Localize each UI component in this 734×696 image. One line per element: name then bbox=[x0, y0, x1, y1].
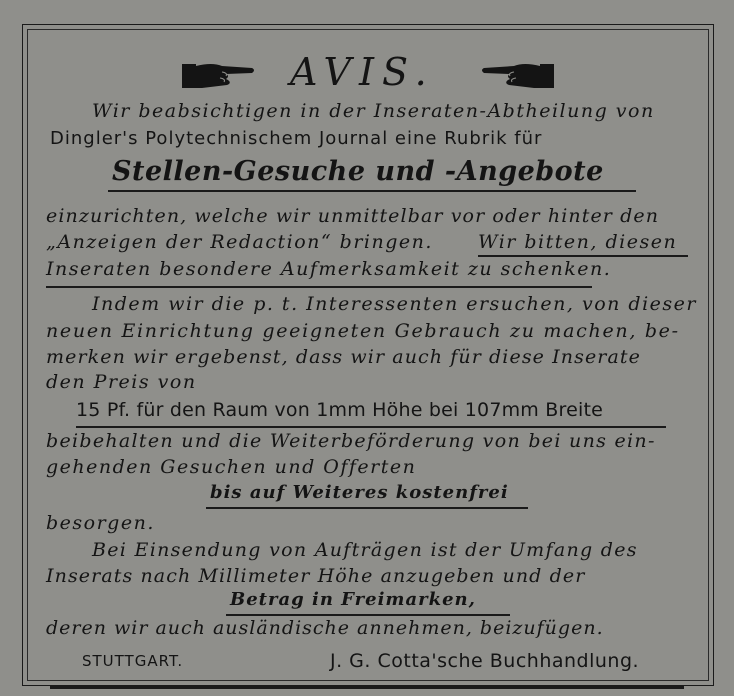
text-line: gehenden Gesuchen und Offerten bbox=[46, 456, 417, 478]
text-line: einzurichten, welche wir unmittelbar vor oder hinter den bbox=[46, 205, 660, 227]
price-line: 15 Pf. für den Raum von 1mm Höhe bei 107mm Breite bbox=[76, 399, 603, 421]
footer-city: STUTTGART. bbox=[82, 652, 184, 670]
free-line: bis auf Weiteres kostenfrei bbox=[210, 482, 509, 503]
text-line: besorgen. bbox=[46, 512, 155, 534]
amount-underline bbox=[226, 614, 510, 616]
text-line: merken wir ergebenst, dass wir auch für diese Inserate bbox=[46, 346, 641, 368]
emphasis-underline bbox=[478, 255, 688, 257]
text-line: Dingler's Polytechnischem Journal eine Rubrik für bbox=[50, 128, 543, 149]
emphasis-underline bbox=[46, 286, 592, 288]
text-line: Inseraten besondere Aufmerksamkeit zu schenken. bbox=[46, 258, 612, 280]
text-line: „Anzeigen der Redaction“ bringen. bbox=[46, 231, 433, 253]
text-line: den Preis von bbox=[46, 371, 197, 393]
section-heading: Stellen-Gesuche und -Angebote bbox=[112, 156, 604, 187]
text-line: neuen Einrichtung geeigneten Gebrauch zu machen, be- bbox=[46, 320, 680, 342]
pointing-hand-left-icon bbox=[478, 58, 554, 92]
bottom-rule bbox=[50, 686, 684, 689]
page-title: AVIS. bbox=[290, 50, 435, 94]
text-line: deren wir auch ausländische annehmen, beizufügen. bbox=[46, 617, 604, 639]
footer-publisher: J. G. Cotta'sche Buchhandlung. bbox=[330, 650, 640, 672]
text-line: Wir bitten, diesen bbox=[478, 231, 678, 253]
text-line: Wir beabsichtigen in der Inseraten-Abtheilung von bbox=[92, 100, 655, 122]
text-line: Indem wir die p. t. Interessenten ersuchen, von dieser bbox=[92, 293, 697, 315]
heading-underline bbox=[108, 190, 636, 192]
text-line: beibehalten und die Weiterbeförderung von bei uns ein- bbox=[46, 430, 656, 452]
text-line: Inserats nach Millimeter Höhe anzugeben und der bbox=[46, 565, 586, 587]
price-underline bbox=[76, 426, 666, 428]
amount-line: Betrag in Freimarken, bbox=[230, 589, 476, 610]
pointing-hand-right-icon bbox=[182, 58, 256, 92]
text-line: Bei Einsendung von Aufträgen ist der Umfang des bbox=[92, 539, 638, 561]
free-underline bbox=[206, 507, 528, 509]
